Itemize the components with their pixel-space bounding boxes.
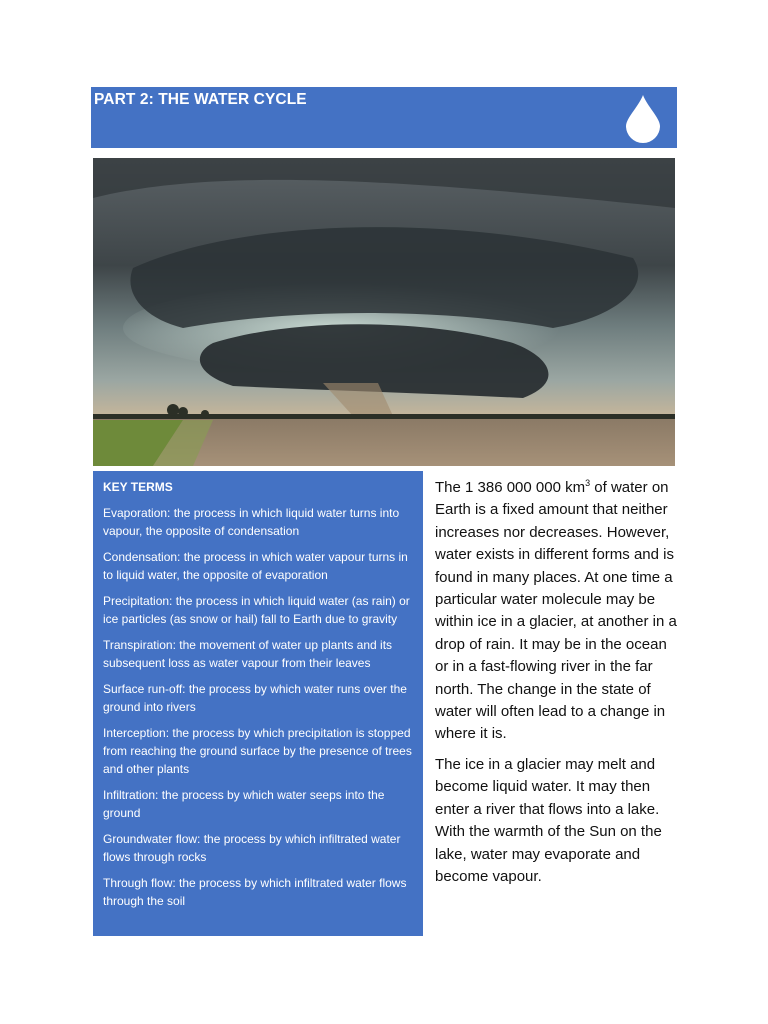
key-term: Evaporation: the process in which liquid water turns into vapour, the opposite of condensation bbox=[103, 506, 400, 538]
body-text bbox=[435, 477, 680, 896]
key-term: Surface run-off: the process by which water runs over the ground into rivers bbox=[103, 682, 407, 714]
key-term: Transpiration: the movement of water up plants and its subsequent loss as water vapour from their leaves bbox=[103, 638, 393, 670]
paragraph-1 bbox=[435, 477, 680, 746]
key-term: Precipitation: the process in which liquid water (as rain) or ice particles (as snow or hail) fall to Earth due to gravity bbox=[103, 594, 410, 626]
paragraph-2: The ice in a glacier may melt and become liquid water. It may then enter a river that flows into a lake. With the warmth of the Sun on the lake, water may evaporate and become vapour. bbox=[435, 755, 662, 885]
superscript: 3 bbox=[585, 478, 591, 488]
paragraph-1-rest: of water on Earth is a fixed amount that neither increases nor decreases. However, water exists in different forms and is found in many places. At one time a particular water molecule may be within ice in a glacier, at another in a drop of rain. It may be in the ocean or in a fast-flowing river in the far north. The change in the state of water will often lead to a change in where it is. bbox=[435, 479, 677, 743]
key-term: Condensation: the process in which water vapour turns in to liquid water, the opposite of evaporation bbox=[103, 550, 408, 582]
water-drop-icon bbox=[625, 94, 661, 143]
key-term: Infiltration: the process by which water seeps into the ground bbox=[103, 788, 385, 820]
key-term: Through flow: the process by which infiltrated water flows through the soil bbox=[103, 876, 407, 908]
storm-photo bbox=[93, 158, 675, 466]
paragraph-1-start: The 1 386 000 000 km bbox=[435, 479, 586, 496]
key-term: Interception: the process by which precipitation is stopped from reaching the ground surface by the presence of trees and other plants bbox=[103, 726, 412, 776]
key-terms-heading: KEY TERMS bbox=[103, 480, 173, 494]
section-header bbox=[91, 87, 677, 148]
key-term: Groundwater flow: the process by which infiltrated water flows through rocks bbox=[103, 832, 401, 864]
key-terms-box bbox=[93, 471, 423, 936]
page-title: PART 2: THE WATER CYCLE bbox=[94, 91, 307, 108]
